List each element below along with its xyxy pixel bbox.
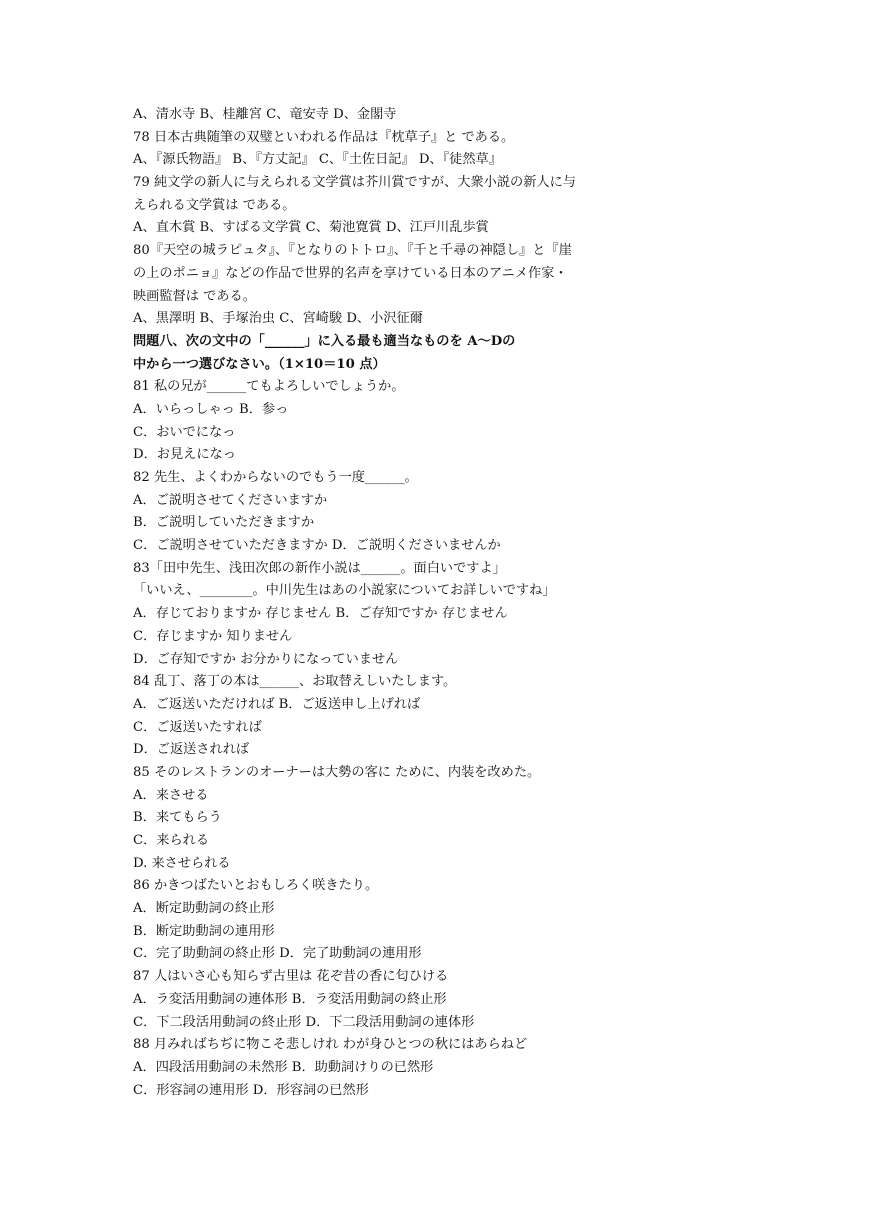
choice-line: A．いらっしゃっ B．参っ bbox=[133, 401, 289, 417]
section-heading: 問題八、次の文中の「______」に入る最も適当なものを A～Dの bbox=[133, 333, 516, 349]
choice-line: A．ラ変活用動詞の連体形 B．ラ変活用動詞の終止形 bbox=[133, 991, 447, 1007]
choice-line: A．断定助動詞の終止形 bbox=[133, 901, 275, 917]
choice-line: C．存じますか 知りません bbox=[133, 628, 293, 644]
choice-line: C．おいでになっ bbox=[133, 424, 236, 440]
question-80-cont: の上のポニョ』などの作品で世界的名声を享けている日本のアニメ作家・ bbox=[133, 265, 568, 281]
choice-line: C．下二段活用動詞の終止形 D．下二段活用動詞の連体形 bbox=[133, 1014, 475, 1030]
text-line: A、清水寺 B、桂離宮 C、竜安寺 D、金閣寺 bbox=[133, 107, 397, 122]
question-83: 83「田中先生、浅田次郎の新作小説は______。面白いですよ」 bbox=[133, 560, 506, 576]
question-87: 87 人はいさ心も知らず古里は 花ぞ昔の香に匂ひける bbox=[133, 969, 449, 985]
question-82: 82 先生、よくわからないのでもう一度______。 bbox=[133, 470, 418, 485]
choice-line: C．ご説明させていただきますか D．ご説明くださいませんか bbox=[133, 538, 501, 554]
question-80: 80『天空の城ラピュタ』、『となりのトトロ』、『千と千尋の神隠し』と『崖 bbox=[133, 243, 572, 259]
question-80-cont: 映画監督は である。 bbox=[133, 288, 256, 304]
question-81: 81 私の兄が______てもよろしいでしょうか。 bbox=[133, 379, 405, 395]
choice-line: B．ご説明していただきますか bbox=[133, 515, 315, 531]
question-79: 79 純文学の新人に与えられる文学賞は芥川賞ですが、大衆小説の新人に与 bbox=[133, 175, 576, 191]
question-78: 78 日本古典随筆の双璧といわれる作品は『枕草子』と である。 bbox=[133, 129, 515, 145]
choice-line: C．形容詞の連用形 D．形容詞の已然形 bbox=[133, 1082, 369, 1098]
question-84: 84 乱丁、落丁の本は______、お取替えしいたします。 bbox=[133, 674, 457, 690]
choices-80: A、黒澤明 B、手塚治虫 C、宮崎駿 D、小沢征爾 bbox=[133, 311, 423, 327]
choice-line: C．完了助動詞の終止形 D．完了助動詞の連用形 bbox=[133, 946, 422, 962]
choice-line: A．来させる bbox=[133, 787, 209, 803]
choice-line: D．ご存知ですか お分かりになっていません bbox=[133, 651, 399, 667]
question-85: 85 そのレストランのオーナーは大勢の客に ために、内装を改めた。 bbox=[133, 764, 541, 780]
choice-line: D．ご返送されれば bbox=[133, 742, 250, 758]
choice-line: D. 来させられる bbox=[133, 855, 231, 871]
choice-line: C．来られる bbox=[133, 833, 210, 848]
question-83-cont: 「いいえ、________。中川先生はあの小説家についてお詳しいですね」 bbox=[133, 583, 556, 599]
choice-line: A．四段活用動詞の未然形 B．助動詞けりの已然形 bbox=[133, 1059, 434, 1075]
choice-line: B．来てもらう bbox=[133, 810, 222, 826]
question-86: 86 かきつばたいとおもしろく咲きたり。 bbox=[133, 878, 379, 894]
question-88: 88 月みればちぢに物こそ悲しけれ わが身ひとつの秋にはあらねど bbox=[133, 1037, 528, 1053]
question-79-cont: えられる文学賞は である。 bbox=[133, 197, 296, 213]
choices-78: A、『源氏物語』 B、『方丈記』 C、『土佐日記』 D、『徒然草』 bbox=[133, 152, 502, 168]
choice-line: C．ご返送いたすれば bbox=[133, 719, 262, 735]
choice-line: D．お見えになっ bbox=[133, 447, 236, 463]
choice-line: A．存じておりますか 存じません B．ご存知ですか 存じません bbox=[133, 606, 508, 622]
section-heading-cont: 中から一つ選びなさい。（1×10＝10 点） bbox=[133, 356, 386, 372]
choice-line: B．断定助動詞の連用形 bbox=[133, 923, 275, 939]
document-page bbox=[133, 104, 733, 1102]
choice-line: A．ご説明させてくださいますか bbox=[133, 492, 328, 508]
choice-line: A．ご返送いただければ B．ご返送申し上げれば bbox=[133, 696, 421, 712]
choices-79: A、直木賞 B、すばる文学賞 C、菊池寛賞 D、江戸川乱歩賞 bbox=[133, 220, 489, 236]
